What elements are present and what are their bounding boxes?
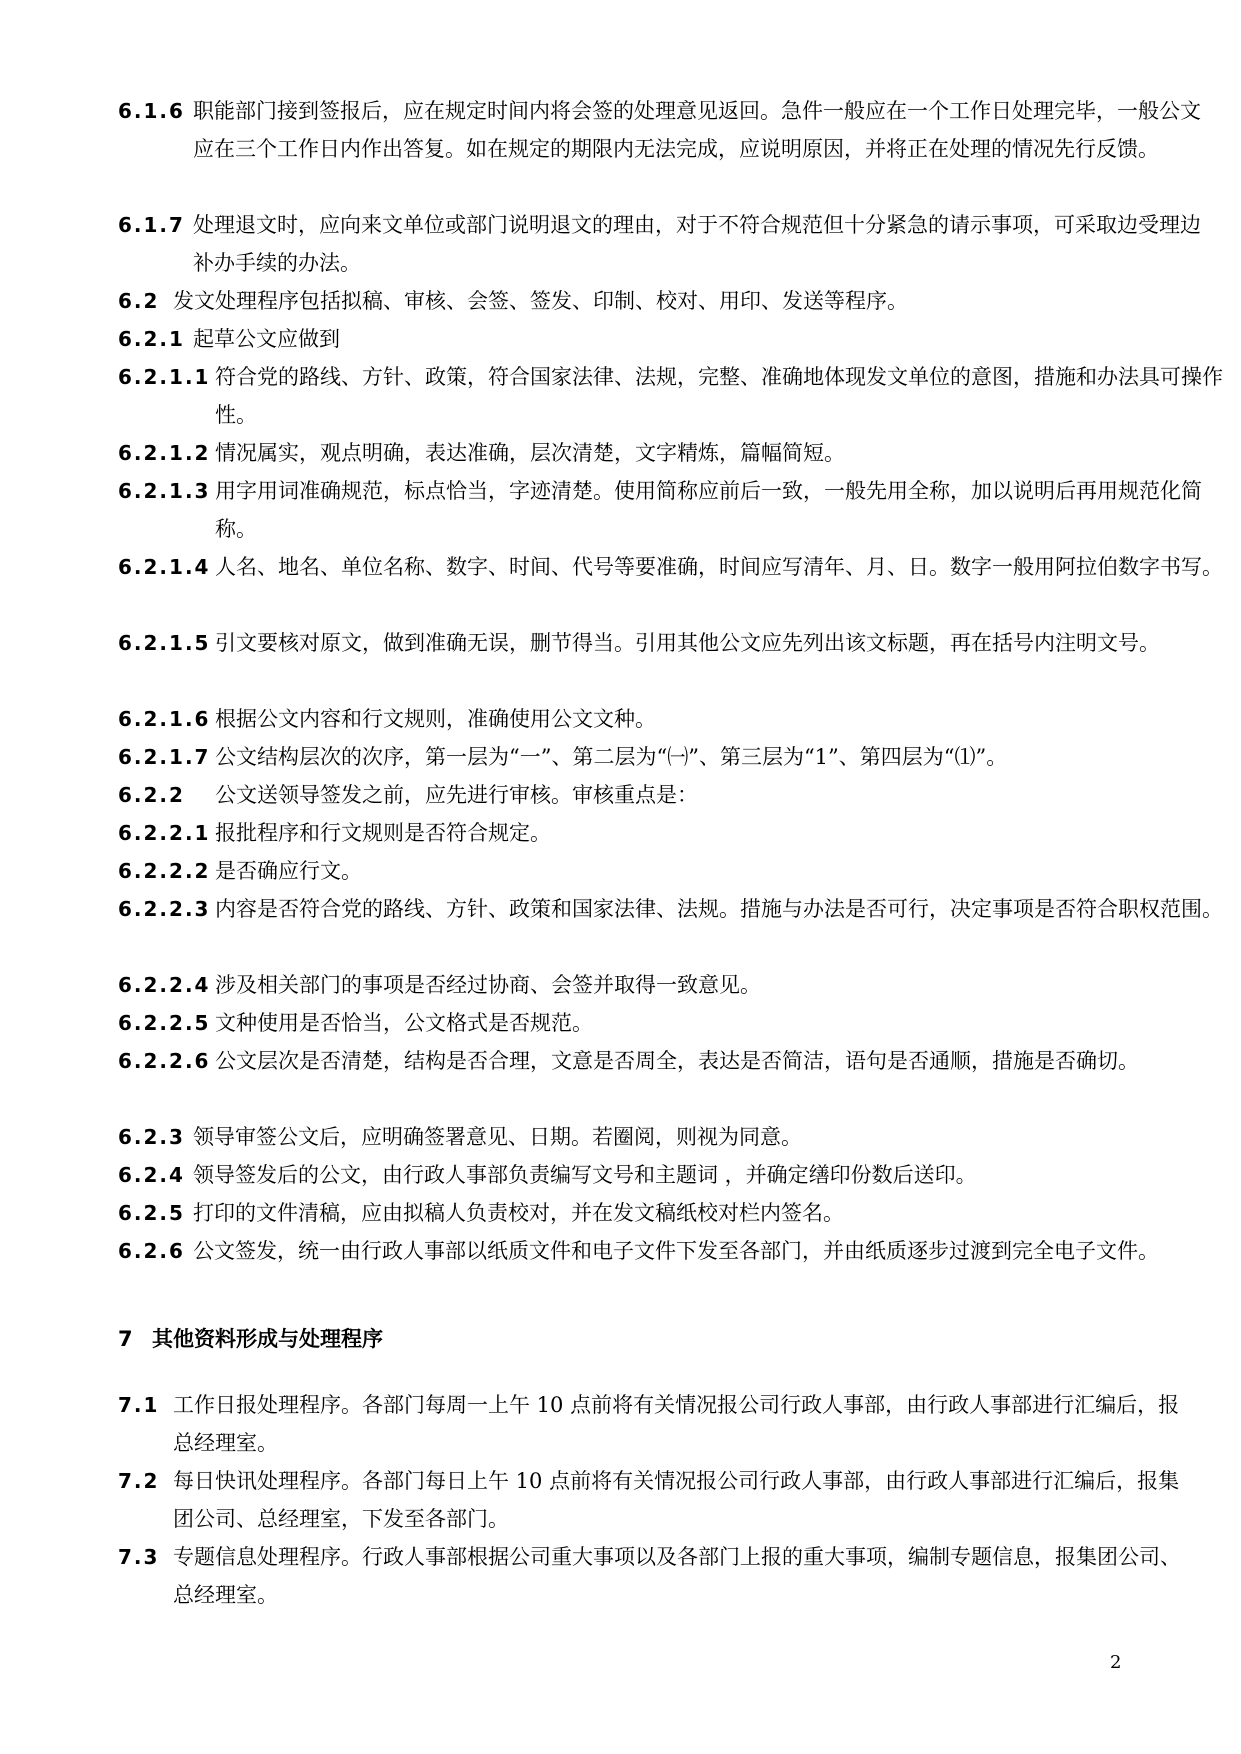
clause-number: 6.2.5 — [118, 1201, 185, 1225]
clause-text: 公文结构层次的次序，第一层为“一”、第二层为“㈠”、第三层为“1”、第四层为“⑴”。 — [215, 745, 1008, 769]
clause-text: 引文要核对原文，做到准确无误，删节得当。引用其他公文应先列出该文标题，再在括号内注明文号。 — [215, 631, 1160, 655]
clause-text: 起草公文应做到 — [193, 327, 340, 351]
clause-6-2-4 — [118, 1156, 1205, 1194]
clause-6-2-2 — [118, 776, 1227, 814]
clause-number: 6.2.1 — [118, 327, 185, 351]
clause-text: 根据公文内容和行文规则，准确使用公文文种。 — [215, 707, 656, 731]
clause-text: 打印的文件清稿，应由拟稿人负责校对，并在发文稿纸校对栏内签名。 — [193, 1201, 844, 1225]
clause-number: 6.2.1.5 — [118, 631, 211, 655]
clause-number: 6.2.3 — [118, 1125, 185, 1149]
clause-6-2-1 — [118, 320, 1205, 358]
clause-text: 处理退文时，应向来文单位或部门说明退文的理由，对于不符合规范但十分紧急的请示事项，可采取边受理边补办手续的办法。 — [193, 213, 1201, 275]
clause-6-2-5 — [118, 1194, 1205, 1232]
section-7-heading — [118, 1320, 383, 1358]
clause-text: 领导签发后的公文，由行政人事部负责编写文号和主题词 ，并确定缮印份数后送印。 — [193, 1163, 977, 1187]
clause-text: 发文处理程序包括拟稿、审核、会签、签发、印制、校对、用印、发送等程序。 — [173, 289, 908, 313]
section-number: 7 — [118, 1327, 133, 1351]
clause-number: 6.2.1.4 — [118, 555, 211, 579]
clause-text: 公文层次是否清楚，结构是否合理，文意是否周全，表达是否简洁，语句是否通顺，措施是否确切。 — [215, 1049, 1139, 1073]
clause-6-2-1-6 — [118, 700, 1227, 738]
clause-number: 6.2.2.2 — [118, 859, 211, 883]
clause-6-2-2-4 — [118, 966, 1227, 1004]
clause-text: 人名、地名、单位名称、数字、时间、代号等要准确，时间应写清年、月、日。数字一般用阿拉伯数字书写。 — [215, 555, 1223, 579]
clause-number: 6.2.1.6 — [118, 707, 211, 731]
clause-text: 是否确应行文。 — [215, 859, 362, 883]
page-number: 2 — [1110, 1652, 1122, 1673]
clause-number: 6.2.2.5 — [118, 1011, 211, 1035]
clause-7-1 — [118, 1386, 1185, 1462]
clause-number: 6.1.7 — [118, 213, 185, 237]
clause-text: 符合党的路线、方针、政策，符合国家法律、法规，完整、准确地体现发文单位的意图，措施和办法具可操作性。 — [215, 365, 1223, 427]
clause-number: 6.2.1.3 — [118, 479, 211, 503]
clause-text: 内容是否符合党的路线、方针、政策和国家法律、法规。措施与办法是否可行，决定事项是否符合职权范围。 — [215, 897, 1223, 921]
clause-6-2-1-4 — [118, 548, 1227, 586]
clause-number: 6.2.6 — [118, 1239, 185, 1263]
clause-text: 专题信息处理程序。行政人事部根据公司重大事项以及各部门上报的重大事项，编制专题信息，报集团公司、总经理室。 — [173, 1545, 1181, 1607]
clause-number: 6.2.1.1 — [118, 365, 211, 389]
clause-text: 每日快讯处理程序。各部门每日上午 10 点前将有关情况报公司行政人事部，由行政人事部进行汇编后，报集团公司、总经理室，下发至各部门。 — [173, 1469, 1180, 1531]
clause-6-2-1-1 — [118, 358, 1227, 434]
clause-text: 用字用词准确规范，标点恰当，字迹清楚。使用简称应前后一致，一般先用全称，加以说明后再用规范化简称。 — [215, 479, 1202, 541]
clause-text: 情况属实，观点明确，表达准确，层次清楚，文字精炼，篇幅简短。 — [215, 441, 845, 465]
clause-6-1-6 — [118, 92, 1205, 168]
clause-number: 6.2.2.1 — [118, 821, 211, 845]
clause-number: 6.2.4 — [118, 1163, 185, 1187]
clause-6-2-2-6 — [118, 1042, 1227, 1080]
clause-number: 6.2.2.6 — [118, 1049, 211, 1073]
clause-6-2-1-7 — [118, 738, 1227, 776]
clause-number: 7.3 — [118, 1545, 160, 1569]
clause-7-2 — [118, 1462, 1185, 1538]
clause-number: 6.1.6 — [118, 99, 185, 123]
clause-6-2-2-5 — [118, 1004, 1227, 1042]
clause-6-2 — [118, 282, 1185, 320]
clause-number: 6.2.1.2 — [118, 441, 211, 465]
clause-6-2-2-1 — [118, 814, 1227, 852]
clause-number: 6.2.2.3 — [118, 897, 211, 921]
clause-6-1-7 — [118, 206, 1205, 282]
clause-6-2-1-3 — [118, 472, 1227, 548]
clause-6-2-2-3 — [118, 890, 1227, 928]
clause-text: 公文签发，统一由行政人事部以纸质文件和电子文件下发至各部门，并由纸质逐步过渡到完全电子文件。 — [193, 1239, 1159, 1263]
clause-text: 领导审签公文后，应明确签署意见、日期。若圈阅，则视为同意。 — [193, 1125, 802, 1149]
clause-6-2-1-5 — [118, 624, 1227, 662]
clause-number: 6.2 — [118, 289, 160, 313]
clause-6-2-6 — [118, 1232, 1205, 1270]
clause-text: 公文送领导签发之前，应先进行审核。审核重点是： — [215, 783, 698, 807]
clause-7-3 — [118, 1538, 1185, 1614]
clause-text: 工作日报处理程序。各部门每周一上午 10 点前将有关情况报公司行政人事部，由行政人事部进行汇编后，报总经理室。 — [173, 1393, 1180, 1455]
clause-number: 7.2 — [118, 1469, 160, 1493]
clause-number: 6.2.1.7 — [118, 745, 211, 769]
clause-text: 文种使用是否恰当，公文格式是否规范。 — [215, 1011, 593, 1035]
clause-number: 7.1 — [118, 1393, 160, 1417]
clause-6-2-1-2 — [118, 434, 1227, 472]
section-title: 其他资料形成与处理程序 — [152, 1327, 383, 1351]
clause-number: 6.2.2.4 — [118, 973, 211, 997]
clause-text: 职能部门接到签报后，应在规定时间内将会签的处理意见返回。急件一般应在一个工作日处理完毕，一般公文应在三个工作日内作出答复。如在规定的期限内无法完成，应说明原因，并将正在处理的情况先行反馈。 — [193, 99, 1201, 161]
clause-text: 涉及相关部门的事项是否经过协商、会签并取得一致意见。 — [215, 973, 761, 997]
clause-6-2-3 — [118, 1118, 1205, 1156]
clause-number: 6.2.2 — [118, 783, 185, 807]
clause-6-2-2-2 — [118, 852, 1227, 890]
clause-text: 报批程序和行文规则是否符合规定。 — [215, 821, 551, 845]
